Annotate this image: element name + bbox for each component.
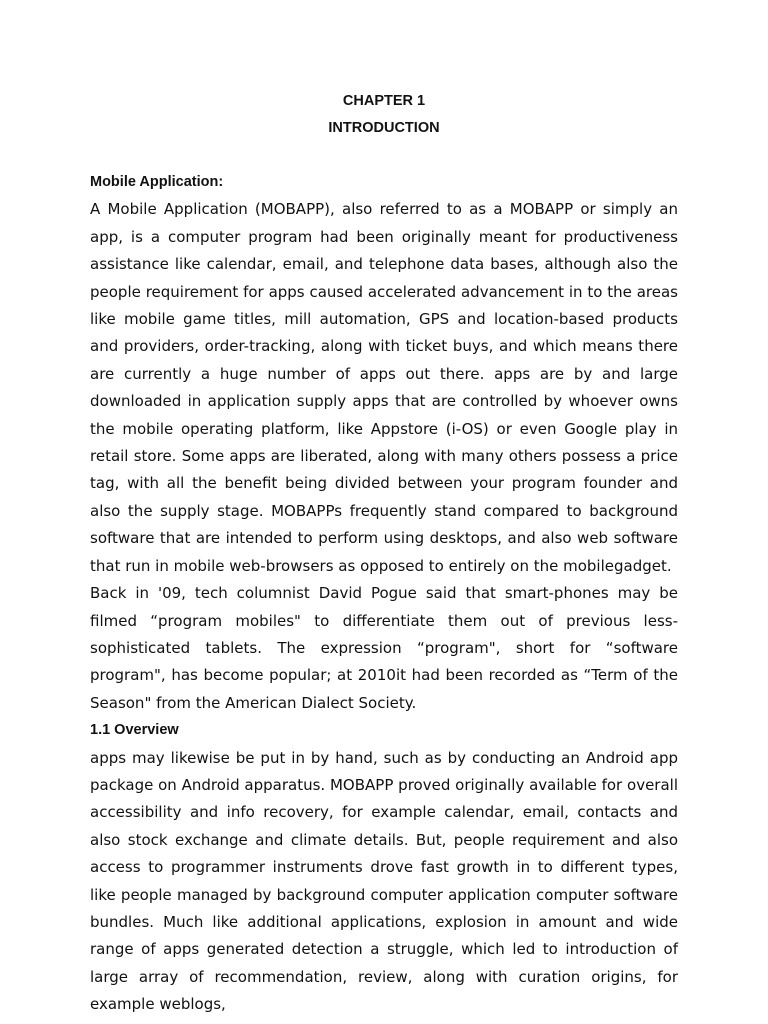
section-title-mobile-application: Mobile Application:	[90, 174, 224, 190]
paragraph-mobile-application-definition: A Mobile Application (MOBAPP), also referred to as a MOBAPP or simply an app, is a computer program had been originally meant for productiveness assistance like calendar, email, and telephone data bases, although also the people requirement for apps caused accelerated advancement in to the areas like mobile game titles, mill automation, GPS and location-based products and providers, order-tracking, along with ticket buys, and which means there are currently a huge number of apps out there. apps are by and large downloaded in application supply apps that are controlled by whoever owns the mobile operating platform, like Appstore (i-OS) or even Google play in retail store. Some apps are liberated, along with many others possess a price tag, with all the benefit being divided between your program founder and also the supply stage. MOBAPPs frequently stand compared to background software that are intended to perform using desktops, and also web software that run in mobile web-browsers as opposed to entirely on the mobilegadget.	[90, 200, 678, 575]
chapter-title: INTRODUCTION	[328, 120, 440, 136]
chapter-number: CHAPTER 1	[342, 93, 426, 109]
section-title-overview: 1.1 Overview	[90, 722, 179, 739]
document-body	[90, 169, 678, 1019]
paragraph-overview: apps may likewise be put in by hand, such as by conducting an Android app package on Android apparatus. MOBAPP proved originally available for overall accessibility and info recovery, for example calendar, email, contacts and also stock exchange and climate details. But, people requirement and also access to programmer instruments drove fast growth in to different types, like people managed by background computer application computer software bundles. Much like additional applications, explosion in amount and wide range of apps generated detection a struggle, which led to introduction of large array of recommendation, review, along with curation origins, for example weblogs,	[90, 748, 678, 1014]
paragraph-history: Back in '09, tech columnist David Pogue said that smart-phones may be filmed “program mobiles" to differentiate them out of previous less-sophisticated tablets. The expression “program", short for “software program", has become popular; at 2010it had been recorded as “Term of the Season" from the American Dialect Society.	[90, 584, 678, 712]
